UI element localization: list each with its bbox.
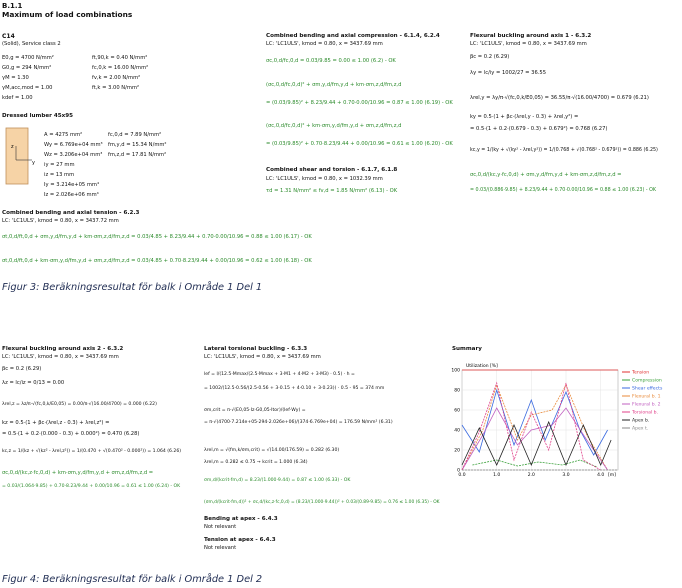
section-id: B.1.1 [2,2,23,10]
svg-text:z: z [11,144,14,150]
strength-row: fv,k = 2.00 N/mm² [92,75,141,81]
check-title: Combined shear and torsion - 6.1.7, 6.1.8 [266,167,398,173]
legend-entry: Shear effects [632,386,663,392]
prop-row: γM,acc,mod = 1.00 [2,85,53,91]
check-equation: (σc,0,d/fc,0,d)² + km·σm,y,d/fm,y,d + σm,z,d/fm,z,d [266,123,402,129]
check-line: λy = lc/iy = 1002/27 = 36.55 [470,70,547,76]
section-strength-row: fc,0,d = 7.89 N/mm² [108,132,162,138]
check-lc: LC: 'LC1ULS', kmod = 0.80, x = 3437.69 mm [2,354,119,360]
check-line: ky = 0.5·(1 + βc·(λrel,y - 0.3) + λrel,y²) = [470,114,579,120]
y-axis-label: Utilization [%] [466,364,498,369]
check-lc: LC: 'LC1ULS', kmod = 0.80, x = 3437.72 mm [2,218,119,224]
section-prop-row: Wy = 6.769e+04 mm³ [44,142,103,148]
figure-caption: Figur 3: Beräkningsresultat för balk i Område 1 Del 1 [2,282,263,293]
y-tick-label: 60 [454,408,460,414]
check-title: Bending at apex - 6.4.3 [204,516,278,522]
section-prop-row: A = 4275 mm² [44,132,83,138]
cross-section-icon [2,126,36,186]
check-line: λrel,z = λz/π·√(fc,0,k/E0,05) = 0.00/π·√(16.00/4700) = 0.000 (6.22) [2,402,157,407]
check-line: = 0.5·(1 + 0.2·(0.000 - 0.3) + 0.000²) = 0.470 (6.28) [2,431,140,437]
check-title: Combined bending and axial compression - 6.1.4, 6.2.4 [266,33,440,39]
x-tick-label: 4.0 [597,473,605,478]
x-tick-label: 1.0 [493,473,501,478]
summary-title: Summary [452,346,482,352]
section-prop-row: iy = 27 mm [44,162,75,168]
y-tick-label: 0 [457,468,460,474]
strength-row: fc,0,k = 16.00 N/mm² [92,65,149,71]
check-line: = 0.5·(1 + 0.2·(0.679 - 0.3) + 0.679²) = 0.768 (6.27) [470,126,608,132]
check-equation: τd = 1.31 N/mm² ≤ fv,d = 1.85 N/mm² (6.13) - OK [266,188,398,194]
plot-area [462,370,618,470]
section-prop-row: Wz = 3.206e+04 mm³ [44,152,103,158]
check-title: Flexural buckling around axis 2 - 6.3.2 [2,346,124,352]
material-desc: (Solid), Service class 2 [2,41,61,47]
check-equation: = 0.03/(0.886·9.85) + 8.23/9.44 + 0.70·0.00/10.96 = 0.88 ≤ 1.00 (6.23) - OK [470,188,657,193]
prop-row: G0,g = 294 N/mm² [2,65,52,71]
x-axis-label: [m] [608,473,616,478]
check-line: lef = l/(12.5·Mmax/(2.5·Mmax + 3·M1 + 4·M2 + 3·M3) · 0.5) · h = [204,372,355,377]
check-line: σm,crit = π·√(E0,05·Iz·G0,05·Itor)/(lef·Wy) = [204,408,306,413]
check-lc: LC: 'LC1ULS', kmod = 0.80, x = 3437.69 mm [470,41,587,47]
check-line: λz = lc/iz = 0/13 = 0.00 [2,380,65,386]
section-strength-row: fm,y,d = 15.34 N/mm² [108,142,167,148]
strength-row: ft,k = 3.00 N/mm² [92,85,140,91]
legend-entry: Flexural b. 1 [632,394,661,400]
summary-chart [448,356,680,488]
section-title: Dressed lumber 45x95 [2,113,74,119]
check-lc: LC: 'LC1ULS', kmod = 0.80, x = 3437.69 mm [266,41,383,47]
check-line: = π·√(4700·7.214e+05·294·2.026e+06)/(374·6.769e+04) = 176.59 N/mm² (6.31) [204,420,393,425]
check-line: = 1002/(12.5·0.56/(2.5·0.56 + 3·0.15 + 4·0.10 + 3·0.23)) · 0.5 - 95 = 374 mm [204,386,385,391]
legend-entry: Torsional b. [632,410,659,416]
legend-entry: Flexural b. 2 [632,402,661,408]
y-tick-label: 100 [451,368,460,374]
check-lc: LC: 'LC1ULS', kmod = 0.80, x = 3437.69 mm [204,354,321,360]
x-tick-label: 0.0 [458,473,466,478]
check-equation: = 0.03/(1.064·9.85) + 0.70·8.23/9.44 + 0.00/10.96 = 0.61 ≤ 1.00 (6.24) - OK [2,484,181,489]
svg-text:y: y [32,160,35,166]
check-equation: σc,0,d/(kc,z·fc,0,d) + km·σm,y,d/fm,y,d + σm,z,d/fm,z,d = [2,470,154,476]
check-equation: σm,d/(kcrit·fm,d) = 8.23/(1.000·9.44) = 0.87 ≤ 1.00 (6.33) - OK [204,478,351,483]
legend-entry: Apex b. [632,418,650,424]
check-line: kc,z = 1/(kz + √(kz² - λrel,z²)) = 1/(0.470 + √(0.470² - 0.000²)) = 1.064 (6.26) [2,449,182,454]
legend-entry: Apex t. [632,426,649,432]
check-title: Lateral torsional buckling - 6.3.3 [204,346,308,352]
check-title: Flexural buckling around axis 1 - 6.3.2 [470,33,592,39]
check-line: βc = 0.2 (6.29) [2,366,42,372]
section-strength-row: fm,z,d = 17.81 N/mm² [108,152,167,158]
page-title: Maximum of load combinations [2,10,133,19]
check-equation: (σc,0,d/fc,0,d)² + σm,y,d/fm,y,d + km·σm,z,d/fm,z,d [266,82,402,88]
check-line: λrel,m = 0.282 ≤ 0.75 → kcrit = 1.000 (6.34) [204,460,308,465]
check-equation: = (0.03/9.85)² + 0.70·8.23/9.44 + 0.00/10.96 = 0.61 ≤ 1.00 (6.20) - OK [266,141,453,147]
check-lc: LC: 'LC1ULS', kmod = 0.80, x = 1032.39 mm [266,176,383,182]
check-line: kz = 0.5·(1 + βc·(λrel,z - 0.3) + λrel,z²) = [2,420,110,426]
check-text: Not relevant [204,545,237,551]
y-tick-label: 40 [454,428,460,434]
check-line: βc = 0.2 (6.29) [470,54,510,60]
section-prop-row: iz = 13 mm [44,172,75,178]
section-prop-row: Iy = 3.214e+05 mm⁴ [44,182,100,188]
check-title: Combined bending and axial tension - 6.2.3 [2,210,140,216]
check-equation: σc,0,d/fc,0,d = 0.03/9.85 = 0.00 ≤ 1.00 (6.2) - OK [266,58,396,64]
check-text: Not relevant [204,524,237,530]
check-equation: σc,0,d/(kc,y·fc,0,d) + σm,y,d/fm,y,d + km·σm,z,d/fm,z,d = [470,172,622,178]
check-equation: σt,0,d/ft,0,d + σm,y,d/fm,y,d + km·σm,z,d/fm,z,d = 0.03/4.85 + 8.23/9.44 + 0.70·0.00/10.96 = 0.88 ≤ 1.00 (6.17) - OK [2,234,312,240]
check-title: Tension at apex - 6.4.3 [204,537,276,543]
prop-row: E0,g = 4700 N/mm² [2,55,54,61]
check-line: kc,y = 1/(ky + √(ky² - λrel,y²)) = 1/(0.768 + √(0.768² - 0.679²)) = 0.886 (6.25) [470,148,658,153]
prop-row: γM = 1.30 [2,75,29,81]
check-line: λrel,y = λy/π·√(fc,0,k/E0,05) = 36.55/π·√(16.00/4700) = 0.679 (6.21) [470,95,649,101]
y-tick-label: 80 [454,388,460,394]
check-equation: σt,0,d/ft,0,d + km·σm,y,d/fm,y,d + σm,z,d/fm,z,d = 0.03/4.85 + 0.70·8.23/9.44 + 0.00/10.96 = 0.62 ≤ 1.00 (6.18) - OK [2,258,312,264]
check-line: λrel,m = √(fm,k/σm,crit) = √(14.00/176.59) = 0.282 (6.30) [204,448,340,453]
figure-caption: Figur 4: Beräkningsresultat för balk i Område 1 Del 2 [2,574,263,585]
x-tick-label: 3.0 [562,473,570,478]
check-equation: = (0.03/9.85)² + 8.23/9.44 + 0.70·0.00/10.96 = 0.87 ≤ 1.00 (6.19) - OK [266,100,453,106]
check-equation: (σm,d/(kcrit·fm,d))² + σc,d/(kc,z·fc,0,d) = (8.23/(1.000·9.44))² + 0.03/(0.89·9.85) = 0.76 ≤ 1.00 (6.35) - OK [204,500,440,505]
y-tick-label: 20 [454,448,460,454]
legend-entry: Tension [632,370,650,376]
x-tick-label: 2.0 [527,473,535,478]
prop-row: kdef = 1.00 [2,95,33,101]
strength-row: ft,90,k = 0.40 N/mm² [92,55,148,61]
legend-entry: Compression [632,378,662,384]
section-prop-row: Iz = 2.026e+06 mm⁴ [44,192,99,198]
material-name: C14 [2,33,15,40]
